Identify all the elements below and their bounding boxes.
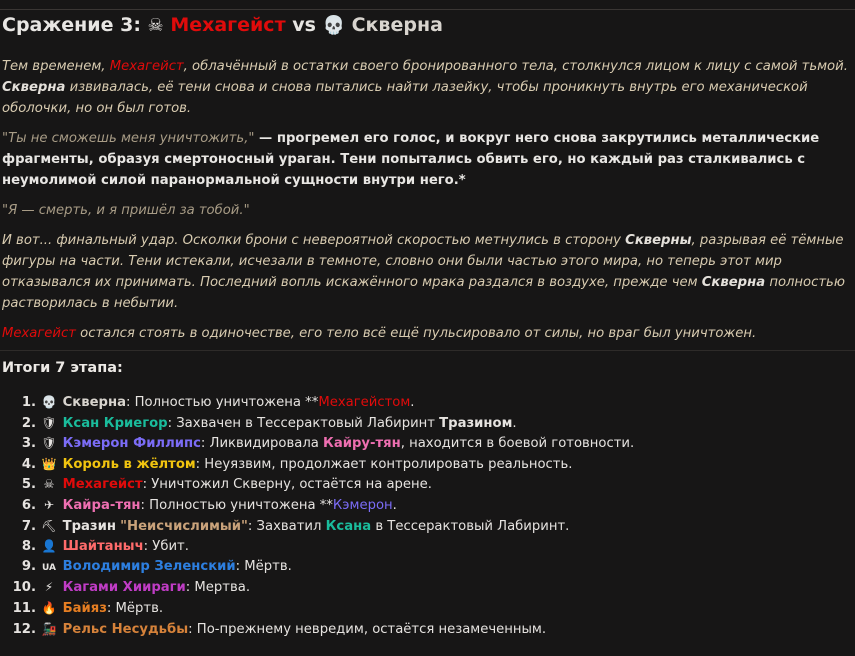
item-extra: Кэмерон [332,497,393,513]
item-number: 1. [21,395,36,410]
quote-1: "Ты не сможешь меня уничтожить," [2,131,255,146]
story-quote-2: "Я — смерть, и я пришёл за тобой." [2,203,250,218]
item-status: : Мёртв. [235,558,292,574]
item-name: Кагами Хиираги [62,580,186,596]
name-skverna-2: Скверна [701,275,766,290]
name-mehageist-2: Мехагейст [2,326,76,341]
summary-item [0,454,850,475]
story-paragraph-2: "Ты не сможешь меня уничтожить," — прогремел его голос, и вокруг него снова закрутились металлические фрагменты, образуя смертоносный ураган. Тени попытались обвить его, но каждый раз сталкивались с неумолимой силой паранормальной сущности внутри него.* [2,131,820,188]
summary-list [0,392,850,639]
story-section [2,56,852,353]
summary-item [0,598,850,619]
item-extra: "Неисчислимый" [120,518,248,534]
item-name: Байяз [62,600,107,616]
summary-item [0,536,850,557]
story-paragraph-4: И вот... финальный удар. Осколки брони с невероятной скоростью метнулись в сторону Скверны, разрывая её тёмные фигуры на части. Тени истекали, исчезали в темноте, словно они были частью этого мира, но теперь этот мир отказывался их принимать. Последний вопль искажённого мрака раздался в воздухе, прежде чем Скверна полностью растворилась в небытии. [2,233,845,311]
battle-title [2,14,443,36]
item-status: : Полностью уничтожена **Мехагейстом. [125,395,415,410]
item-status: "Неисчислимый": Захватил Ксана в Тессерактовый Лабиринт. [120,518,570,534]
summary-item [0,557,850,578]
item-name: Король в жёлтом [62,456,196,472]
item-extra: Мехагейстом [318,395,411,410]
person-icon: 👤 [41,539,57,554]
item-status: : Неуязвим, продолжает контролировать реальность. [195,456,573,472]
item-status: : Мертва. [185,580,251,596]
pick-icon: ⛏ [41,518,57,533]
skull-crossbones-icon: ☠ [43,477,55,492]
fighter2-name: Скверна [351,14,443,36]
item-name: Кэмерон Филлипс [62,436,201,452]
item-status: : По-прежнему невредим, остаётся незамеченным. [188,621,547,637]
item-number: 9. [21,558,36,574]
summary-item [0,433,850,454]
summary-item [0,474,850,495]
item-status: : Ликвидировала Кайру-тян, находится в боевой готовности. [200,436,635,452]
skull-icon: 💀 [322,15,345,36]
item-name: Тразин [62,518,116,534]
fighter1-name: Мехагейст [170,14,286,36]
item-number: 4. [21,456,36,472]
item-number: 10. [12,580,36,596]
item-status: : Полностью уничтожена **Кэмерон. [140,497,397,513]
item-name: Рельс Несудьбы [62,621,189,637]
summary-title: Итоги 7 этапа: [2,360,123,376]
shield-icon: 🛡 [41,436,57,451]
summary-item [0,495,850,516]
name-skverny: Скверны [625,233,692,248]
crown-icon: 👑 [41,456,57,471]
item-number: 7. [21,518,36,534]
item-extra: Тразином [439,415,513,431]
item-number: 5. [21,477,36,493]
item-number: 3. [21,436,36,452]
summary-item [0,516,850,537]
item-number: 11. [12,600,36,616]
item-name: Володимир Зеленский [62,558,236,574]
item-name: Скверна [62,395,126,410]
train-icon: 🚂 [41,621,57,636]
item-name: Кайра-тян [62,497,141,513]
name-skverna: Скверна [2,80,66,95]
story-paragraph-5: Мехагейст остался стоять в одиночестве, его тело всё ещё пульсировало от силы, но враг был уничтожен. [2,326,757,341]
item-name: Ксан Криегор [62,415,168,431]
item-status: : Захвачен в Тессерактовый Лабиринт Тразином. [167,415,517,431]
skull-icon: 💀 [41,395,57,409]
item-number: 6. [21,497,36,513]
vs-label: vs [292,14,316,36]
title-prefix: Сражение 3: [2,14,141,36]
item-extra-2: Ксана [325,518,372,534]
summary-item [0,392,850,413]
item-status: : Мёртв. [106,600,164,616]
item-number: 8. [21,539,36,555]
item-status: : Уничтожил Скверну, остаётся на арене. [142,477,432,493]
flag-ua-icon: UA [42,562,56,573]
item-number: 12. [12,621,36,637]
airplane-icon: ✈ [43,497,55,512]
story-paragraph-1: Тем временем, Мехагейст, облачённый в остатки своего бронированного тела, столкнулся лицом к лицу с самой тьмой. Скверна извивалась, её тени снова и снова пытались найти лазейку, чтобы проникнуть внутрь его механической оболочки, но он был готов. [2,59,848,116]
summary-item [0,413,850,434]
section-divider [0,350,855,351]
top-divider [0,9,855,10]
item-name: Шайтаныч [62,539,144,555]
shield-icon: 🛡 [41,415,57,430]
skull-crossbones-icon: ☠ [147,15,164,36]
name-mehageist: Мехагейст [109,59,184,74]
fire-icon: 🔥 [41,600,57,615]
item-extra: Кайру-тян [323,436,401,452]
summary-item [0,577,850,598]
lightning-icon: ⚡ [44,580,54,595]
summary-item [0,619,850,640]
item-number: 2. [21,415,36,431]
item-status: : Убит. [143,539,189,555]
item-name: Мехагейст [62,477,143,493]
